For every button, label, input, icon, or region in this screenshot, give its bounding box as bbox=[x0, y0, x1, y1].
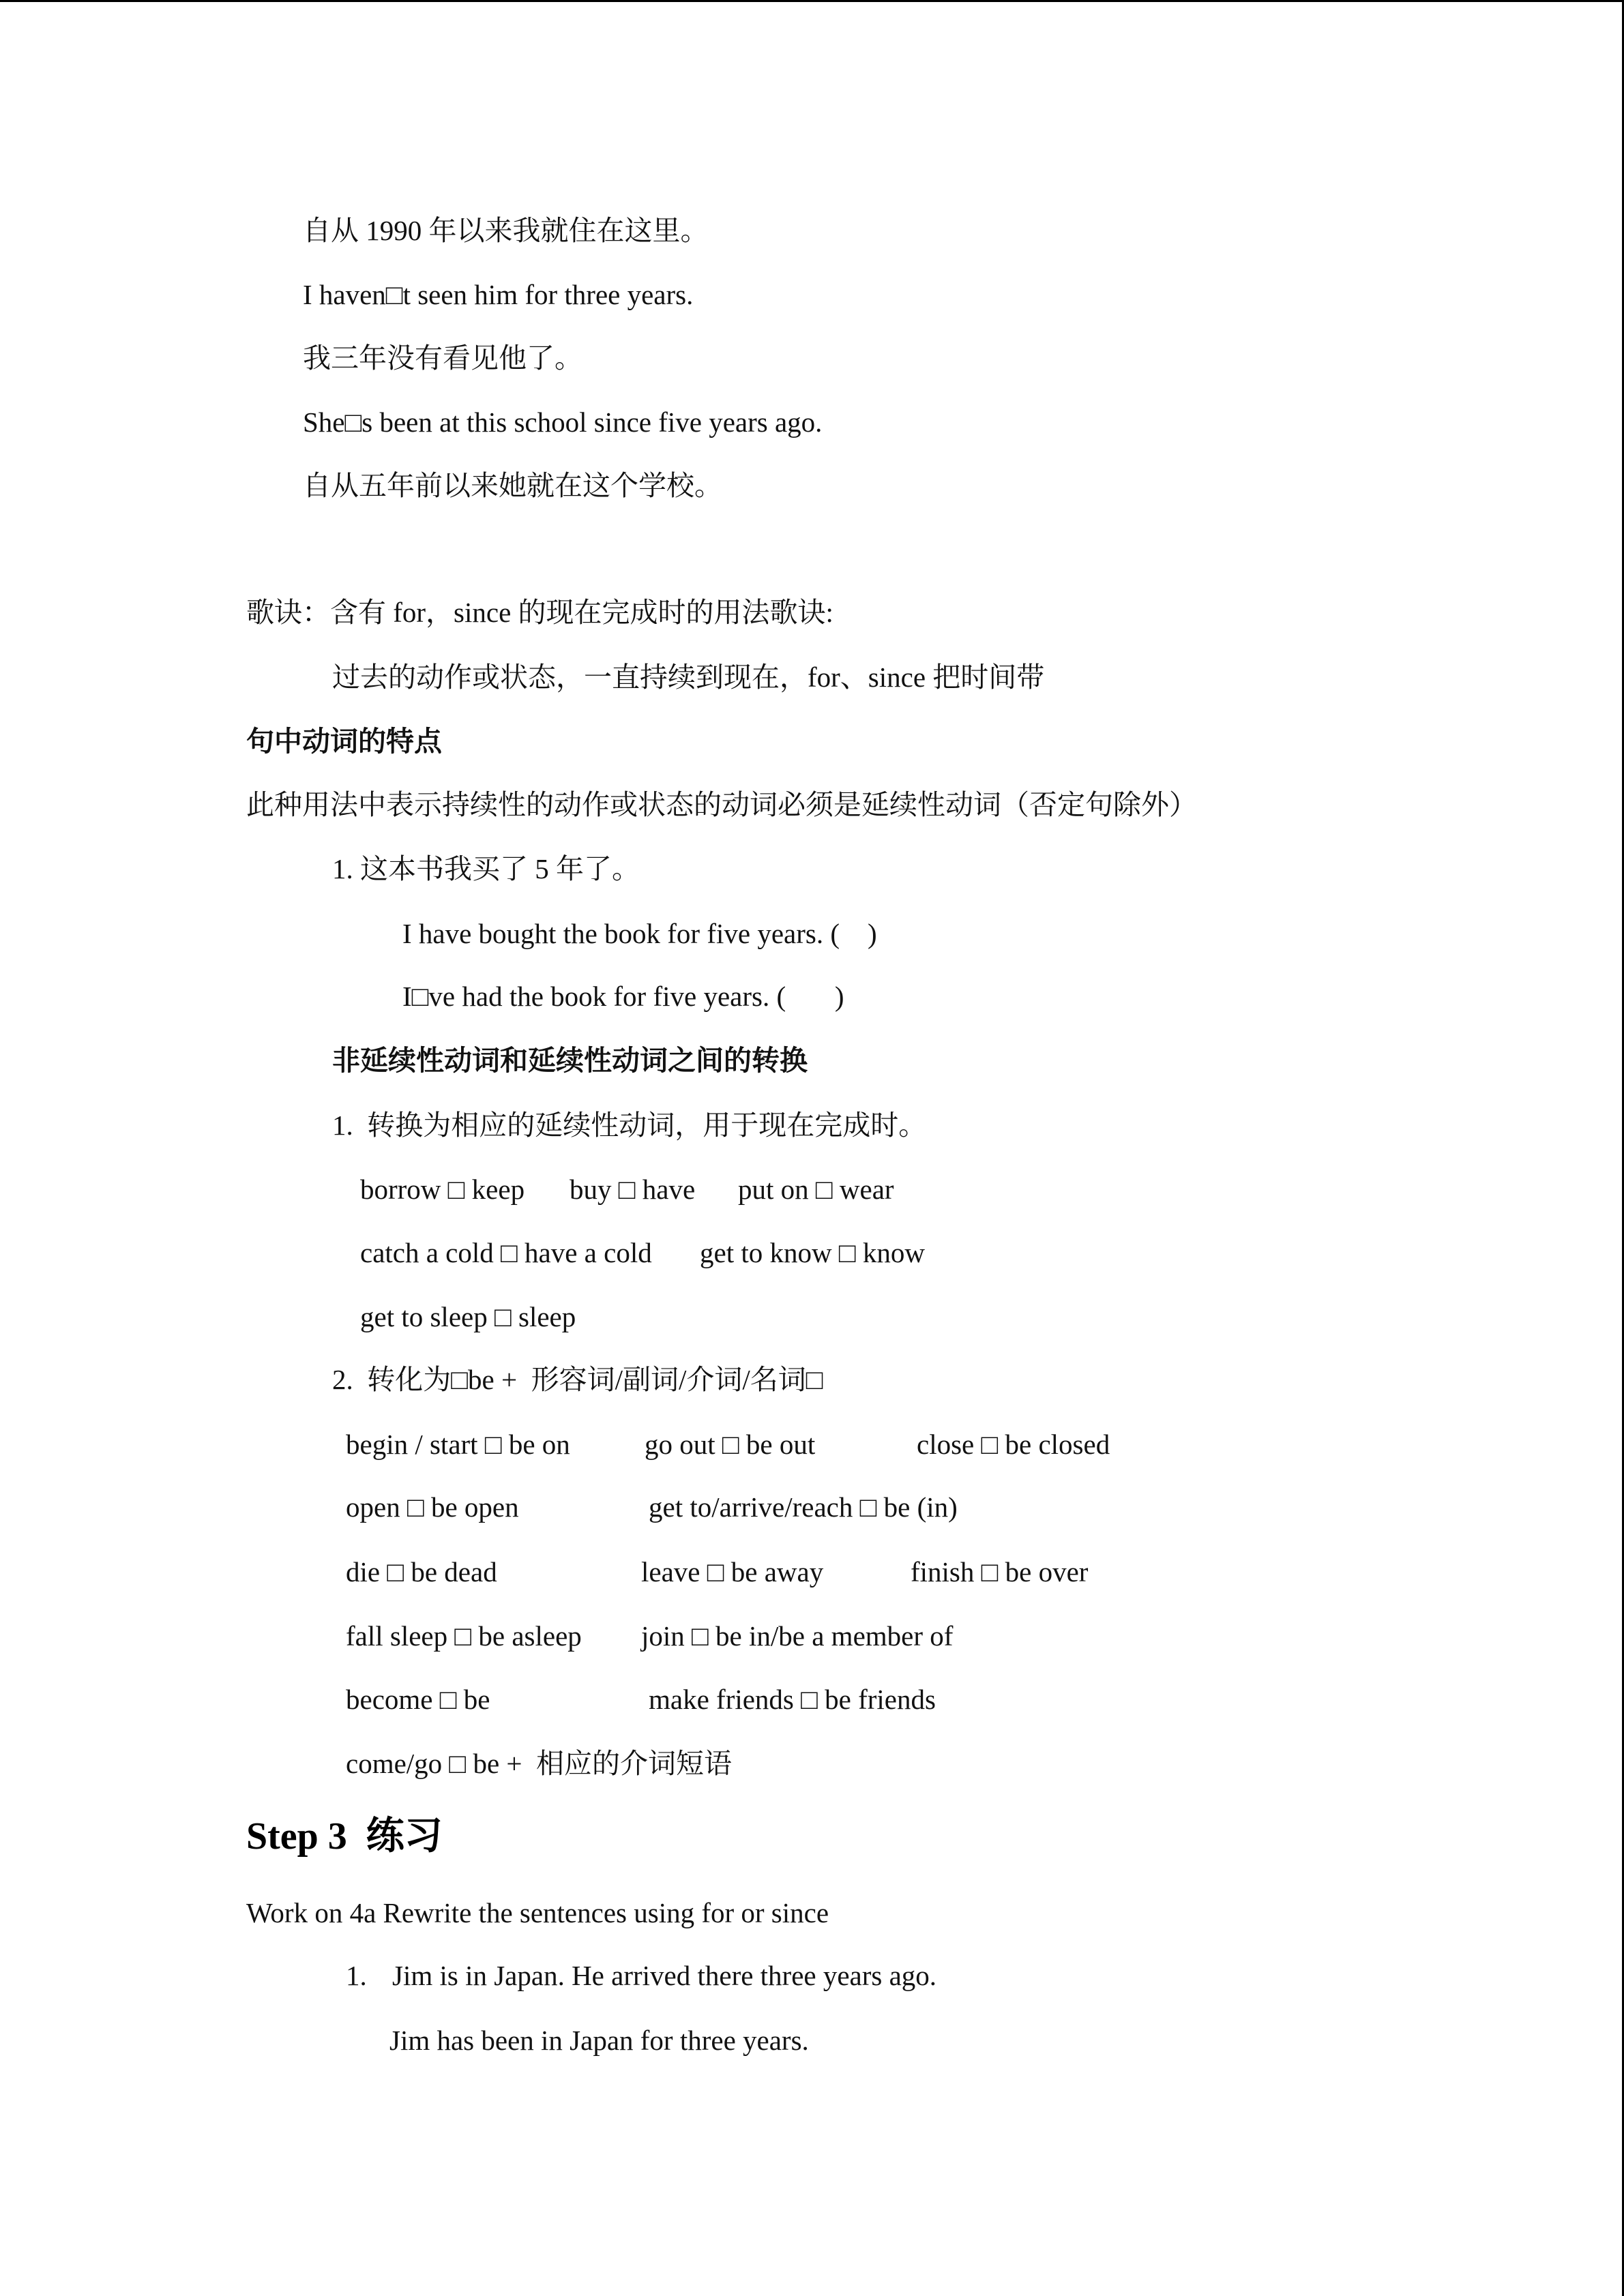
step3-heading: Step 3 练习 bbox=[246, 1815, 443, 1858]
conversion-pair: become □ be bbox=[346, 1684, 490, 1715]
example-line-5: 自从五年前以来她就在这个学校。 bbox=[303, 470, 722, 501]
exercise-answer: Jim has been in Japan for three years. bbox=[389, 2025, 809, 2056]
verb-example-english-1: I have bought the book for five years. ( ) bbox=[402, 918, 877, 949]
conversion-pair: open □ be open bbox=[346, 1491, 519, 1523]
conversion-pair: begin / start □ be on bbox=[346, 1429, 570, 1460]
exercise-question: Jim is in Japan. He arrived there three years ago. bbox=[392, 1960, 937, 1991]
conversion-pair: borrow □ keep bbox=[360, 1174, 525, 1205]
conversion-pair: join □ be in/be a member of bbox=[641, 1620, 954, 1652]
conversion-pair: get to sleep □ sleep bbox=[360, 1301, 576, 1332]
mnemonic-verse: 过去的动作或状态，一直持续到现在，for、since 把时间带 bbox=[332, 661, 1045, 693]
conversion-pair: come/go □ be + 相应的介词短语 bbox=[346, 1748, 733, 1779]
verb-example-english-2: I□ve had the book for five years. ( ) bbox=[402, 981, 844, 1012]
verb-example-chinese: 1. 这本书我买了 5 年了。 bbox=[332, 853, 640, 884]
mnemonic-title: 歌诀：含有 for，since 的现在完成时的用法歌诀: bbox=[246, 597, 833, 628]
conversion-pair: finish □ be over bbox=[911, 1556, 1089, 1587]
exercise-number: 1. bbox=[346, 1960, 367, 1991]
conversion-pair: put on □ wear bbox=[738, 1174, 894, 1205]
conversion-heading: 非延续性动词和延续性动词之间的转换 bbox=[332, 1045, 808, 1076]
conversion-pair: leave □ be away bbox=[641, 1556, 824, 1587]
step3-instruction: Work on 4a Rewrite the sentences using for or since bbox=[246, 1897, 829, 1928]
conversion-pair: get to/arrive/reach □ be (in) bbox=[649, 1491, 958, 1523]
conversion-part1-title: 1. 转换为相应的延续性动词，用于现在完成时。 bbox=[332, 1109, 927, 1141]
example-line-1: 自从 1990 年以来我就住在这里。 bbox=[303, 215, 709, 246]
example-line-3: 我三年没有看见他了。 bbox=[303, 342, 582, 374]
verb-features-rule: 此种用法中表示持续性的动作或状态的动词必须是延续性动词（否定句除外） bbox=[246, 789, 1197, 820]
conversion-pair: get to know □ know bbox=[700, 1237, 925, 1268]
conversion-part2-title: 2. 转化为□be + 形容词/副词/介词/名词□ bbox=[332, 1364, 823, 1395]
conversion-pair: die □ be dead bbox=[346, 1556, 497, 1587]
conversion-pair: catch a cold □ have a cold bbox=[360, 1237, 652, 1268]
verb-features-heading: 句中动词的特点 bbox=[246, 726, 442, 757]
conversion-pair: go out □ be out bbox=[645, 1429, 816, 1460]
example-line-4: She□s been at this school since five years ago. bbox=[303, 406, 823, 438]
conversion-pair: fall sleep □ be asleep bbox=[346, 1620, 582, 1652]
conversion-pair: buy □ have bbox=[570, 1174, 696, 1205]
example-line-2: I haven□t seen him for three years. bbox=[303, 279, 694, 310]
conversion-pair: make friends □ be friends bbox=[649, 1684, 936, 1715]
conversion-pair: close □ be closed bbox=[917, 1429, 1110, 1460]
